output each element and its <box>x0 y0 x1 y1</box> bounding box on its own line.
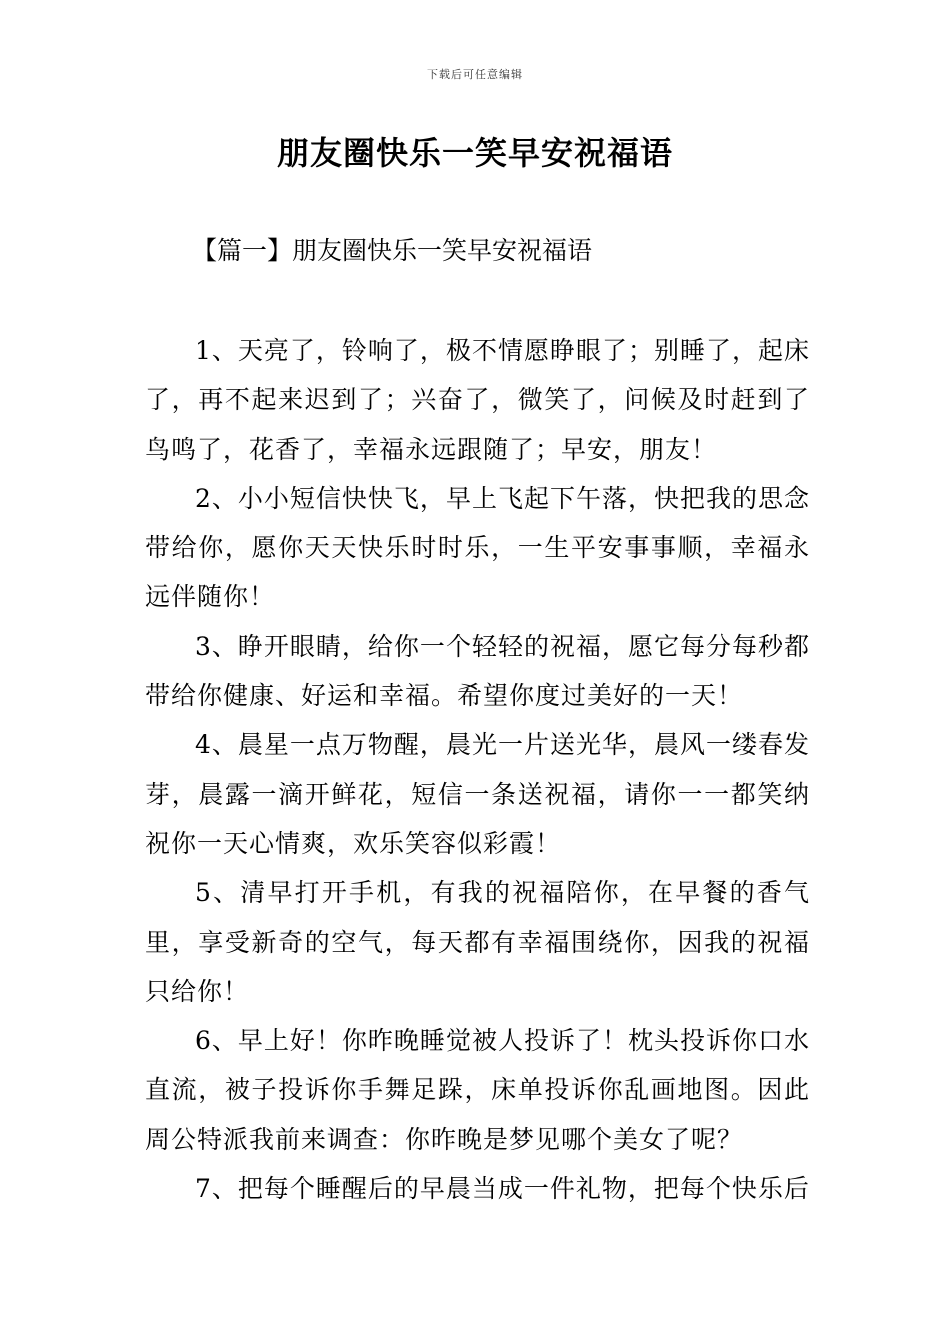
body-text <box>145 326 810 1213</box>
paragraph-2: 2、小小短信快快飞，早上飞起下午落，快把我的思念带给你，愿你天天快乐时时乐，一生平安事事顺，幸福永远伴随你！ <box>145 483 810 612</box>
paragraph-3: 3、睁开眼睛，给你一个轻轻的祝福，愿它每分每秒都带给你健康、好运和幸福。希望你度过美好的一天！ <box>145 631 810 711</box>
document-title: 朋友圈快乐一笑早安祝福语 <box>276 134 673 172</box>
section-heading: 【篇一】朋友圈快乐一笑早安祝福语 <box>192 236 593 265</box>
paragraph-4: 4、晨星一点万物醒，晨光一片送光华，晨风一缕春发芽，晨露一滴开鲜花，短信一条送祝福，请你一一都笑纳祝你一天心情爽，欢乐笑容似彩霞！ <box>145 730 810 858</box>
paragraph-6: 6、早上好！你昨晚睡觉被人投诉了！枕头投诉你口水直流，被子投诉你手舞足跺，床单投诉你乱画地图。因此周公特派我前来调查：你昨晚是梦见哪个美女了呢？ <box>145 1026 810 1154</box>
paragraph-7: 7、把每个睡醒后的早晨当成一件礼物，把每个快乐后 <box>195 1174 810 1204</box>
paragraph-5: 5、清早打开手机，有我的祝福陪你，在早餐的香气里，享受新奇的空气，每天都有幸福围绕你，因我的祝福只给你！ <box>145 878 810 1006</box>
paragraph-1: 1、天亮了，铃响了，极不情愿睁眼了；别睡了，起床了，再不起来迟到了；兴奋了，微笑了，问候及时赶到了鸟鸣了，花香了，幸福永远跟随了；早安，朋友！ <box>145 336 810 464</box>
header-note: 下载后可任意编辑 <box>427 68 523 81</box>
